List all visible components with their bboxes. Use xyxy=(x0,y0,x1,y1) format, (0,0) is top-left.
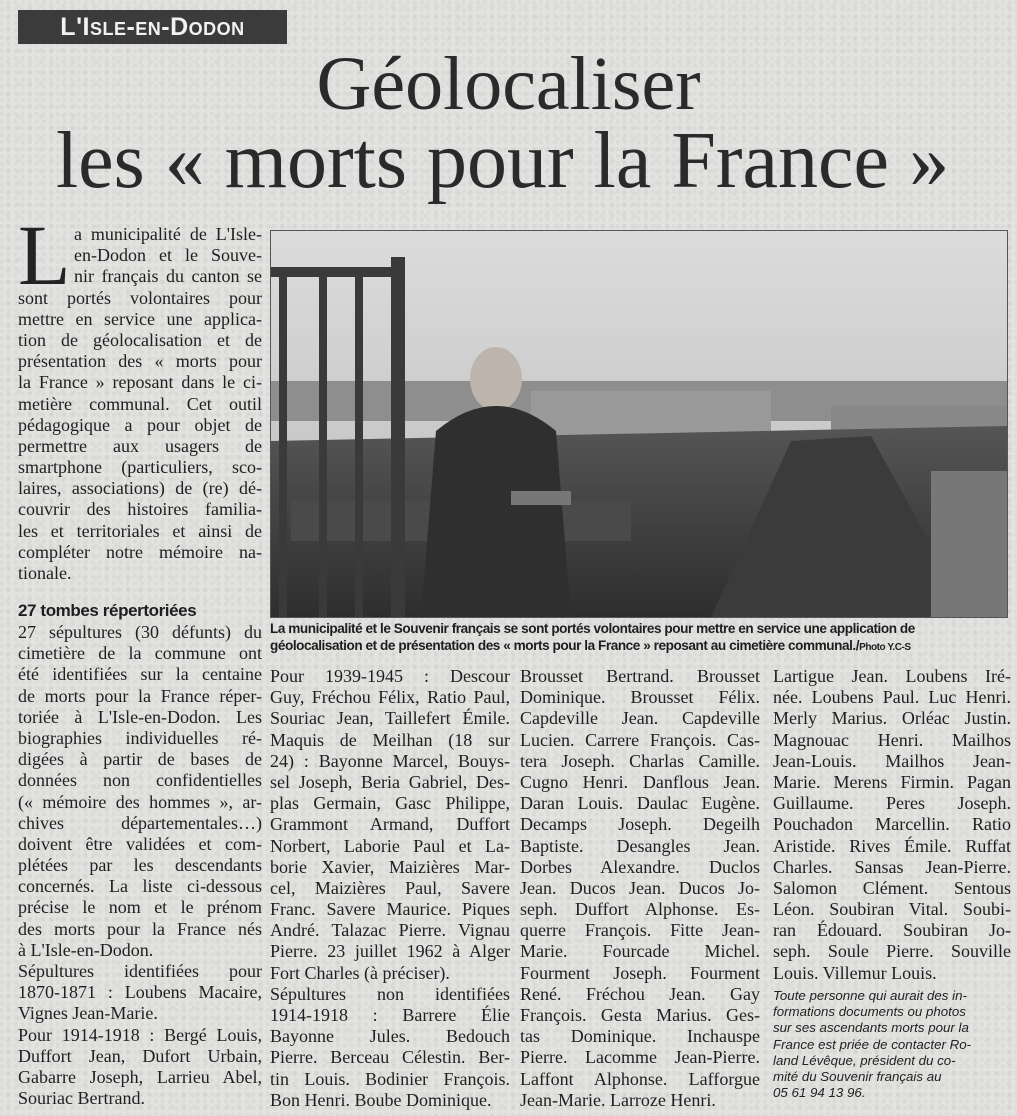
text-line: Aristide. Rives Émile. Ruffat xyxy=(773,835,1011,856)
text-line: Pierre. 23 juillet 1962 à Alger xyxy=(270,941,510,962)
text-line: Pour 1939-1945 : Descour xyxy=(270,666,510,686)
text-line: les et territoriales et ainsi de xyxy=(18,520,262,541)
photo-image xyxy=(271,231,1007,617)
text-line: Pierre. Berceau Célestin. Ber- xyxy=(270,1047,510,1068)
text-line: concernés. La liste ci-dessous xyxy=(18,876,262,897)
text-line: 1914-1918 : Barrere Élie xyxy=(270,1005,510,1025)
text-line: la France » reposant dans le ci- xyxy=(18,372,262,393)
text-line: Charles. Sansas Jean-Pierre. xyxy=(773,856,1011,877)
text-line: tin Louis. Bodinier François. xyxy=(270,1068,510,1089)
caption-line xyxy=(270,637,1010,656)
text-line: sel Joseph, Beria Gabriel, Des- xyxy=(270,771,510,792)
text-line: Dorbes Alexandre. Duclos xyxy=(520,856,760,877)
note-line: 05 61 94 13 96. xyxy=(773,1085,866,1101)
text-line: Marie. Fourcade Michel. xyxy=(520,941,760,962)
text-line: Norbert, Laborie Paul et La- xyxy=(270,835,510,856)
text-line: seph. Soule Pierre. Souville xyxy=(773,941,1011,962)
text-line: compléter notre mémoire na- xyxy=(18,541,262,562)
text-line: Salomon Clément. Sentous xyxy=(773,877,1011,898)
article-column-4 xyxy=(773,666,1011,984)
text-line: cimetière de la commune ont xyxy=(18,643,262,664)
text-line: plas Germain, Gasc Philippe, xyxy=(270,793,510,814)
text-line: René. Fréchou Jean. Gay xyxy=(520,983,760,1004)
text-line: tionale. xyxy=(18,563,72,583)
contact-note xyxy=(773,988,1011,1101)
text-line: 1870-1871 : Loubens Macaire, xyxy=(18,982,262,1003)
text-line: Vignes Jean-Marie. xyxy=(18,1003,158,1024)
text-line: 24) : Bayonne Marcel, Bouys- xyxy=(270,750,510,771)
text-line: Decamps Joseph. Degeilh xyxy=(520,814,760,835)
cemetery-photo xyxy=(270,230,1008,618)
text-line: précise le nom et le prénom xyxy=(18,897,262,918)
note-line: formations documents ou photos xyxy=(773,1004,966,1020)
text-line: Bon Henri. Boube Dominique. xyxy=(270,1089,492,1110)
text-line: a municipalité de L'Isle- xyxy=(74,224,262,244)
text-line: nir français du canton se xyxy=(74,266,262,287)
text-line: de morts pour la France réper- xyxy=(18,685,262,706)
text-line: cel, Maizières Paul, Savere xyxy=(270,877,510,898)
text-line: doivent être validées et com- xyxy=(18,833,262,854)
text-line: Guy, Fréchou Félix, Ratio Paul, xyxy=(270,687,510,708)
text-line: ran Édouard. Soubiran Jo- xyxy=(773,920,1011,941)
article-column-2 xyxy=(270,666,510,1111)
text-line: mettre en service une applica- xyxy=(18,308,262,329)
text-line: Souriac Jean, Taillefert Émile. xyxy=(270,708,510,729)
note-line: land Lévêque, président du co- xyxy=(773,1052,956,1068)
text-line: Dominique. Brousset Félix. xyxy=(520,687,760,708)
subheading: 27 tombes répertoriées xyxy=(18,601,197,620)
text-line: Pour 1914-1918 : Bergé Louis, xyxy=(18,1024,262,1045)
text-line: seph. Duffort Alphonse. Es- xyxy=(520,899,760,920)
text-line: François. Gesta Marius. Ges- xyxy=(520,1005,760,1025)
text-line: laires, associations) de (re) dé- xyxy=(18,478,262,499)
text-line: été identifiées sur la centaine xyxy=(18,664,262,685)
text-line: tion de géolocalisation et de xyxy=(18,329,262,350)
text-line: Cugno Henri. Danflous Jean. xyxy=(520,771,760,792)
text-line: Louis. Villemur Louis. xyxy=(773,962,937,983)
text-line: des morts pour la France nés xyxy=(18,918,262,939)
text-line: Pierre. Lacomme Jean-Pierre. xyxy=(520,1047,760,1068)
text-line: Gabarre Joseph, Larrieu Abel, xyxy=(18,1066,262,1087)
text-line: Maquis de Meilhan (18 sur xyxy=(270,729,510,750)
text-line: Laffont Alphonse. Lafforgue xyxy=(520,1068,760,1089)
drop-cap: L xyxy=(18,207,71,303)
text-line: querre François. Fitte Jean- xyxy=(520,920,760,941)
note-line: France est priée de contacter Ro- xyxy=(773,1036,972,1052)
text-line: metière communal. Cet outil xyxy=(18,393,262,414)
text-line: Magnouac Henri. Mailhos xyxy=(773,729,1011,750)
text-line: smartphone (particuliers, sco- xyxy=(18,457,262,478)
text-line: Guillaume. Peres Joseph. xyxy=(773,793,1011,814)
text-line: toriée à L'Isle-en-Dodon. Les xyxy=(18,706,262,727)
text-line: Fourment Joseph. Fourment xyxy=(520,962,760,983)
text-line: Souriac Bertrand. xyxy=(18,1088,145,1109)
text-line: (« mémoire des hommes », ar- xyxy=(18,791,262,812)
text-line: Grammont Armand, Duffort xyxy=(270,814,510,835)
text-line: à L'Isle-en-Dodon. xyxy=(18,939,154,960)
photo-caption xyxy=(270,620,1010,656)
text-line: 27 sépultures (30 défunts) du xyxy=(18,622,262,642)
text-line: biographies individuelles ré- xyxy=(18,727,262,748)
text-line: en-Dodon et le Souve- xyxy=(74,245,262,266)
text-line: Jean. Ducos Jean. Ducos Jo- xyxy=(520,877,760,898)
text-line: digées à partir de bases de xyxy=(18,749,262,770)
headline-line-1: Géolocaliser xyxy=(316,42,701,126)
text-line: plétées par les descendants xyxy=(18,855,262,876)
text-line: permettre aux usagers de xyxy=(18,435,262,456)
text-line: Baptiste. Desangles Jean. xyxy=(520,835,760,856)
article-column-3 xyxy=(520,666,760,1111)
note-line: mité du Souvenir français au xyxy=(773,1069,942,1085)
article-column-1 xyxy=(18,622,262,1109)
text-line: Sépultures identifiées pour xyxy=(18,961,262,981)
text-line: Pouchadon Marcellin. Ratio xyxy=(773,814,1011,835)
text-line: Brousset Bertrand. Brousset xyxy=(520,666,760,686)
text-line: Duffort Jean, Dufort Urbain, xyxy=(18,1045,262,1066)
text-line: née. Loubens Paul. Luc Henri. xyxy=(773,687,1011,708)
text-line: borie Xavier, Maizières Mar- xyxy=(270,856,510,877)
text-line: Bayonne Jules. Bedouch xyxy=(270,1026,510,1047)
text-line: couvrir des histoires familia- xyxy=(18,499,262,520)
photo-credit: Photo Y.C-S xyxy=(859,642,911,653)
text-line: Capdeville Jean. Capdeville xyxy=(520,708,760,729)
text-line: Franc. Savere Maurice. Piques xyxy=(270,899,510,920)
note-line: sur ses ascendants morts pour la xyxy=(773,1020,969,1036)
text-line: André. Talazac Pierre. Vignau xyxy=(270,920,510,941)
text-line: Merly Marius. Orléac Justin. xyxy=(773,708,1011,729)
headline-line-2: les « morts pour la France » xyxy=(55,117,950,205)
text-line: tas Dominique. Inchauspe xyxy=(520,1026,760,1047)
text-line: Lucien. Carrere François. Cas- xyxy=(520,729,760,750)
intro-paragraph xyxy=(18,207,262,584)
text-line: Sépultures non identifiées xyxy=(270,983,510,1004)
section-kicker: L'Isle-en-Dodon xyxy=(18,10,287,44)
text-line: pédagogique a pour objet de xyxy=(18,414,262,435)
text-line: tera Joseph. Charlas Camille. xyxy=(520,750,760,771)
caption-line: La municipalité et le Souvenir français se sont portés volontaires pour mettre en service une application de xyxy=(270,621,915,636)
text-line: Jean-Louis. Mailhos Jean- xyxy=(773,750,1011,771)
text-line: chives départementales…) xyxy=(18,812,262,833)
text-line: Léon. Soubiran Vital. Soubi- xyxy=(773,899,1011,920)
text-line: sont portés volontaires pour xyxy=(18,287,262,308)
text-line: Fort Charles (à préciser). xyxy=(270,962,450,983)
note-line: Toute personne qui aurait des in- xyxy=(773,988,967,1003)
text-line: Daran Louis. Daulac Eugène. xyxy=(520,793,760,814)
text-line: présentation des « morts pour xyxy=(18,351,262,372)
text-line: Lartigue Jean. Loubens Iré- xyxy=(773,666,1011,686)
text-line: données non confidentielles xyxy=(18,770,262,791)
caption-line-text: géolocalisation et de présentation des « morts pour la France » reposant au cimetière communal./ xyxy=(270,638,860,653)
text-line: Marie. Merens Firmin. Pagan xyxy=(773,771,1011,792)
text-line: Jean-Marie. Larroze Henri. xyxy=(520,1089,716,1110)
